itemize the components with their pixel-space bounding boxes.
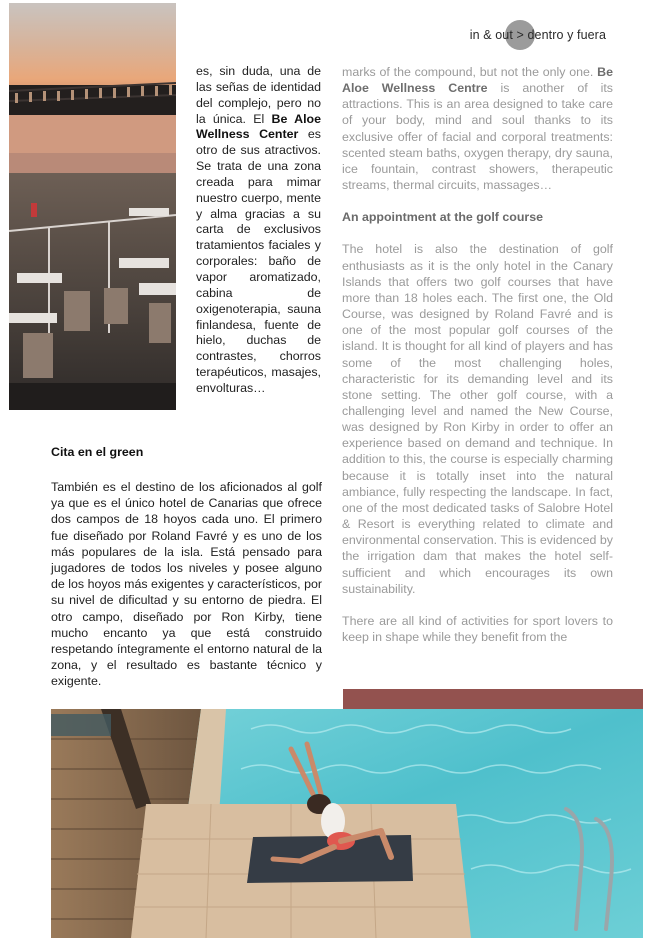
es-wellness-center-name: Be Aloe Wellness Center [196, 111, 321, 142]
es-intro-text: es, sin duda, una de las señas de identidad del complejo, pero no la única. El [196, 64, 321, 126]
paragraph-spacer [342, 597, 613, 613]
en-wellness-paragraph [342, 64, 613, 193]
en-wellness-centre-name: Be Aloe Wellness Centre [342, 65, 613, 96]
section-title: in & out > dentro y fuera [469, 28, 606, 42]
es-golf-paragraph: También es el destino de los aficionados al golf ya que es el único hotel de Canarias que ofrece dos campos de 18 hoyos cada uno. El primero fue diseñado por Roland Favré y es uno de los más populares de la isla. Está pensado para jugadores de todos los niveles y posee alguno de los hoyos más exigentes y característicos, por su nivel de dificultad y su entorno de piedra. El otro campo, diseñado por Ron Kirby, tiene mucho encanto ya que está construido respetando íntegramente el entorno natural de la zona, y el resultado es bastante técnico y exigente. [51, 480, 322, 689]
es-intro-text-continued: es otro de sus atractivos. Se trata de una zona creada para mimar nuestro cuerpo, mente y alma gracias a su carta de exclusivos tratamientos faciales y corporales: baño de vapor aromatizado, cabina de oxigenoterapia, sauna finlandesa, fuente de hielo, duchas de contrastes, chorros terapéuticos, masajes, envolturas… [196, 127, 321, 395]
section-header [470, 22, 606, 48]
en-golf-heading: An appointment at the golf course [342, 210, 544, 225]
en-golf-paragraph: The hotel is also the destination of golf enthusiasts as it is the only hotel in the Canary Islands that offers two golf courses that have more than 18 holes each. The first one, the Old Course, was designed by Roland Favré and is one of the most popular golf courses of the island. It is thought for all kind of players and has some of the most challenging holes, characteristic for its demanding level and its stone setting. The other golf course, with a challenging level and named the New Course, was designed by Ron Kirby in order to offer an experience based on demand and technique. In addition to this, the course is especially charming because it is totally inset into the natural ambiance, fully respecting the landscape. In fact, one of the most dedicated tasks of Salobre Hotel & Resort is everything related to climate and environmental conservation. This is evidenced by the irrigation dam that makes the hotel self-sufficient and which encourages its own sustainability. [342, 242, 613, 596]
en-intro-text: marks of the compound, but not the only one. [342, 65, 598, 79]
en-sports-paragraph: There are all kind of activities for sport lovers to keep in shape while they benefit from the [342, 613, 613, 644]
english-text-column [342, 64, 613, 645]
en-intro-text-continued: is another of its attractions. This is an area designed to take care of your body, mind and soul thanks to its exclusive offer of facial and corporal treatments: scented steam baths, oxygen therapy, dry sauna, ice fountain, contrast showers, therapeutic streams, thermal circuits, massages… [342, 81, 613, 193]
accent-color-band [343, 689, 643, 709]
spanish-text-column-top [196, 64, 321, 397]
es-golf-heading: Cita en el green [51, 445, 144, 459]
terrace-sunset-photo [9, 3, 176, 410]
yoga-by-pool-photo [51, 709, 643, 938]
